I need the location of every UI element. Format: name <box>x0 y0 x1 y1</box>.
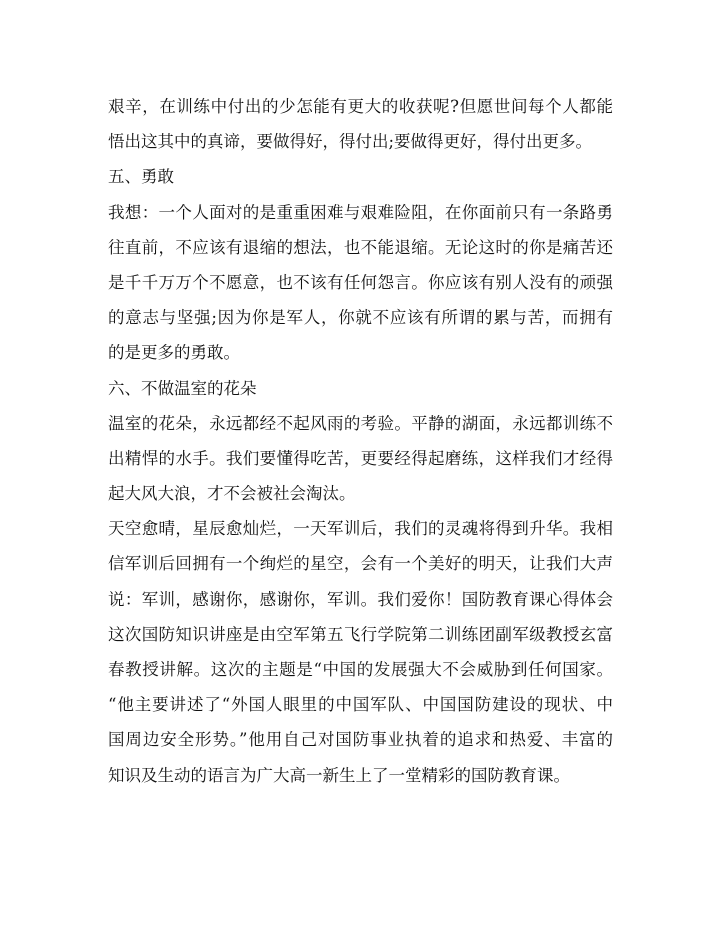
text-line: 悟出这其中的真谛，要做得好，得付出;要做得更好，得付出更多。 <box>108 132 593 152</box>
text-line: 我想：一个人面对的是重重困难与艰难险阻，在你面前只有一条路勇 <box>108 202 613 222</box>
text-line: 艰辛，在训练中付出的少怎能有更大的收获呢?但愿世间每个人都能 <box>108 97 613 116</box>
text-line: 是千千万万个不愿意，也不该有任何怨言。你应该有别人没有的顽强 <box>108 272 613 292</box>
text-line: 的是更多的勇敢。 <box>108 343 240 363</box>
text-line: 六、不做温室的花朵 <box>108 378 257 398</box>
text-line: 春教授讲解。这次的主题是“中国的发展强大不会威胁到任何国家。 <box>108 660 613 679</box>
text-line: 说：军训，感谢你，感谢你，军训。我们爱你！国防教育课心得体会 <box>108 589 613 609</box>
text-line: 往直前，不应该有退缩的想法，也不能退缩。无论这时的你是痛苦还 <box>108 237 613 257</box>
text-line: 温室的花朵，永远都经不起风雨的考验。平静的湖面，永远都训练不 <box>108 413 613 433</box>
text-line: “他主要讲述了“外国人眼里的中国军队、中国国防建设的现状、中 <box>108 695 613 715</box>
text-line: 这次国防知识讲座是由空军第五飞行学院第二训练团副军级教授玄富 <box>108 624 613 644</box>
text-line: 的意志与坚强;因为你是军人，你就不应该有所谓的累与苦，而拥有 <box>108 308 613 328</box>
text-line: 信军训后回拥有一个绚烂的星空，会有一个美好的明天，让我们大声 <box>108 554 613 574</box>
text-line: 知识及生动的语言为广大高一新生上了一堂精彩的国防教育课。 <box>108 765 570 785</box>
text-line: 起大风大浪，才不会被社会淘汰。 <box>108 484 356 504</box>
text-line: 出精悍的水手。我们要懂得吃苦，更要经得起磨练，这样我们才经得 <box>108 448 613 468</box>
document-body <box>108 89 613 793</box>
text-line: 国周边安全形势。”他用自己对国防事业执着的追求和热爱、丰富的 <box>108 730 613 750</box>
text-line: 五、勇敢 <box>108 167 174 187</box>
text-line: 天空愈晴，星辰愈灿烂，一天军训后，我们的灵魂将得到升华。我相 <box>108 519 613 539</box>
